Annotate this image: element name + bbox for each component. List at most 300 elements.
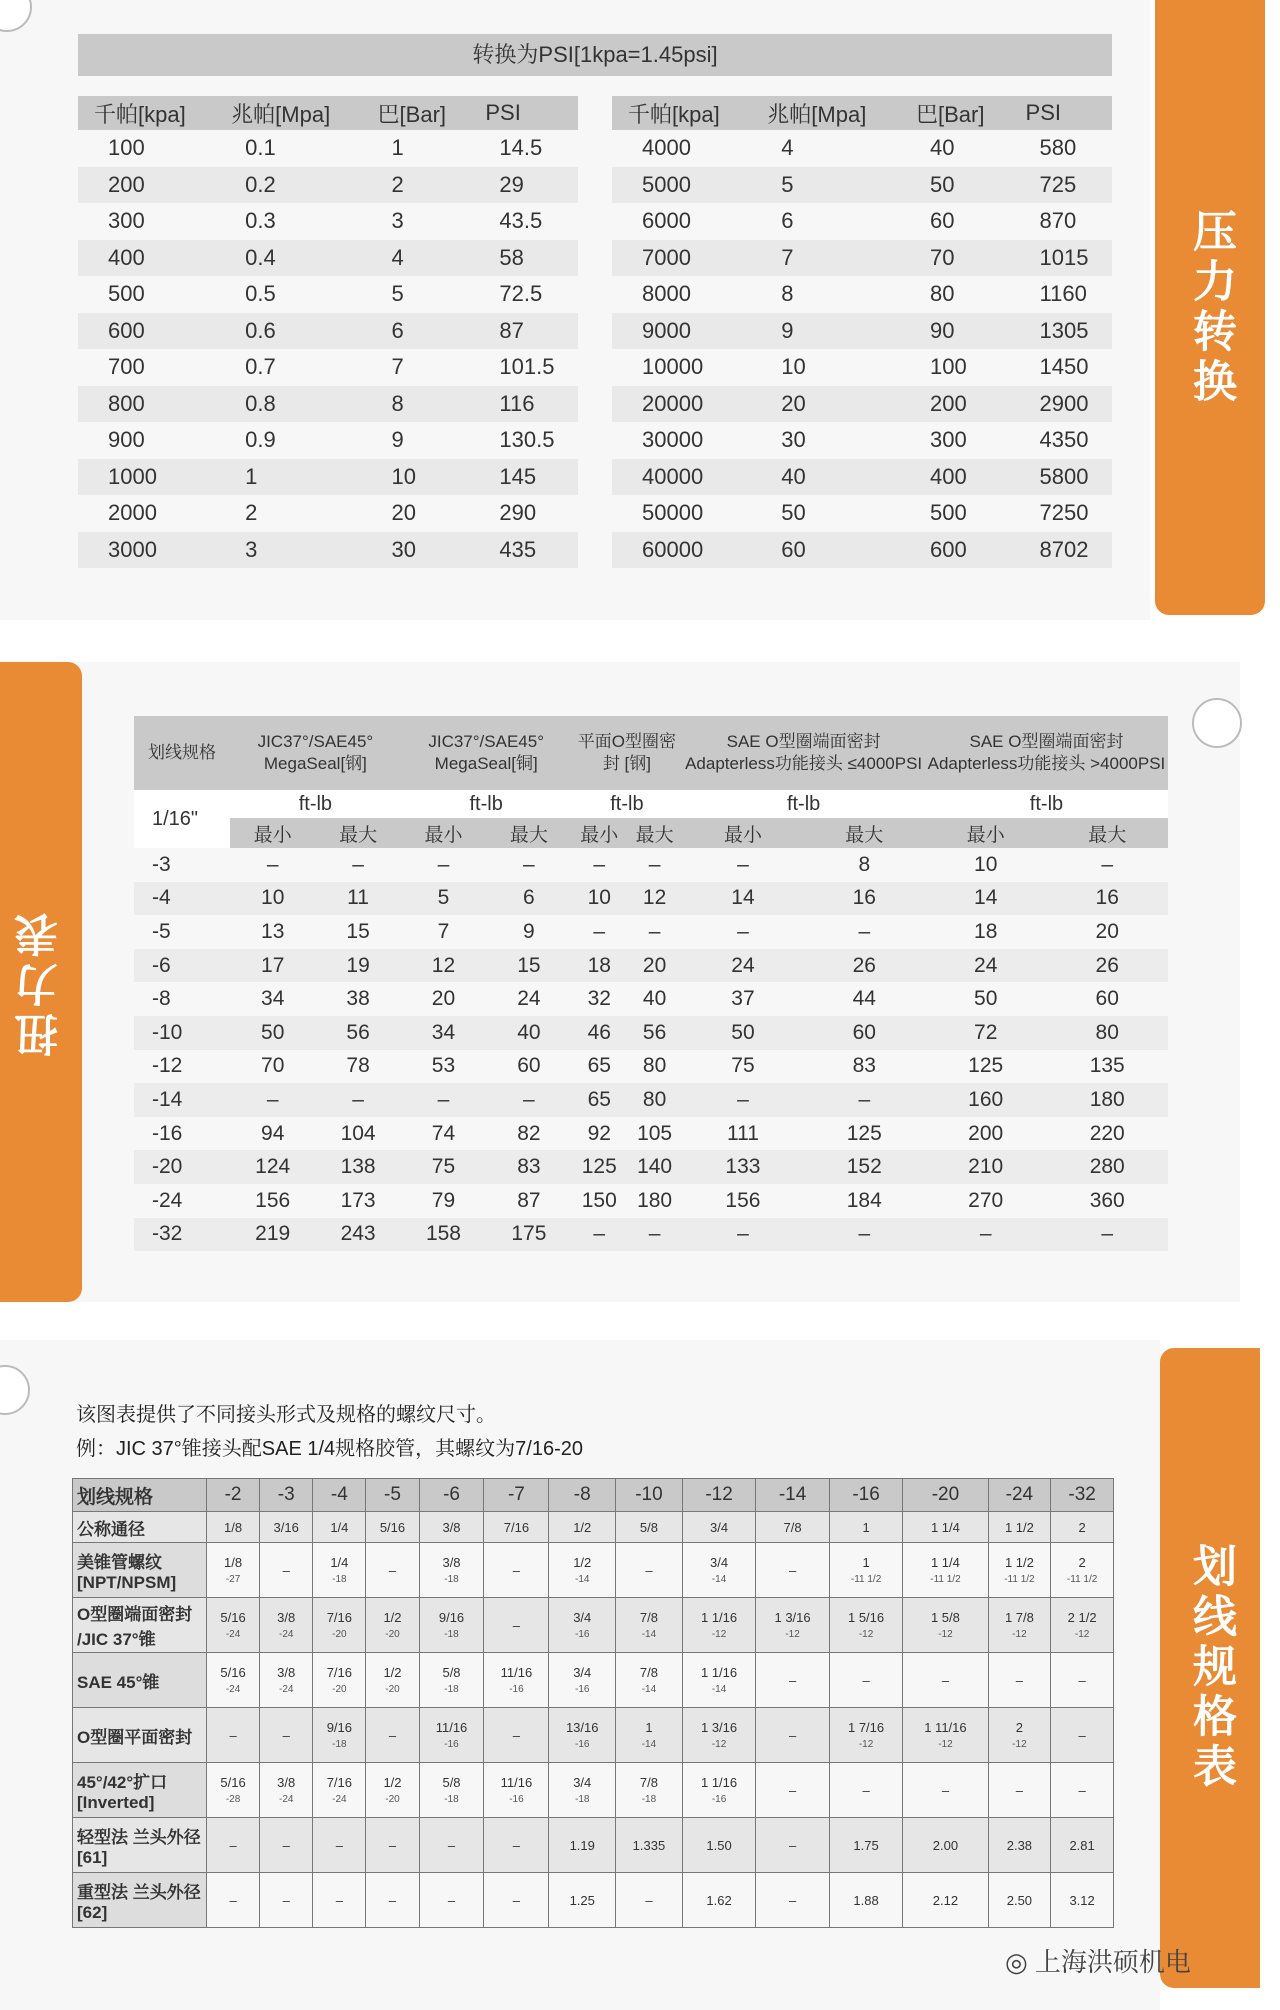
thread-cell	[207, 1512, 260, 1543]
torque-cell: 111	[726, 1121, 759, 1145]
torque-cell: 92	[587, 1121, 611, 1145]
thread-cell	[1051, 1818, 1114, 1873]
pressure-cell: 100	[108, 135, 145, 161]
torque-table	[134, 716, 1168, 1251]
thread-cell-pitch: -12	[1012, 1739, 1027, 1750]
thread-cell-pitch: -11 1/2	[1004, 1574, 1035, 1585]
pressure-cell: 9	[391, 427, 404, 453]
thread-cell-value: –	[229, 1837, 237, 1853]
pressure-row	[78, 167, 578, 204]
torque-cell: -5	[152, 919, 171, 943]
torque-cell: 80	[642, 1054, 667, 1078]
thread-cell	[207, 1873, 260, 1928]
thread-cell	[484, 1873, 549, 1928]
thread-cell	[313, 1873, 366, 1928]
thread-cell-pitch: -24	[332, 1794, 347, 1805]
thread-cell-value: 1 7/8	[1004, 1610, 1034, 1625]
thread-cell-value: 1/2	[573, 1519, 592, 1535]
pressure-row	[78, 203, 578, 240]
torque-unit-cell: ft-lb	[572, 790, 683, 818]
torque-cell: -10	[134, 1016, 230, 1050]
thread-cell-pitch: -20	[385, 1629, 400, 1640]
torque-cell: 83	[486, 1150, 571, 1184]
pressure-row	[612, 349, 1112, 386]
thread-cell	[313, 1543, 366, 1598]
thread-row	[73, 1543, 1114, 1598]
pressure-cell: 200	[900, 386, 1010, 423]
thread-row-label: 公称通径	[73, 1512, 207, 1543]
thread-cell-pitch: -20	[332, 1629, 347, 1640]
thread-cell-pitch: -11 1/2	[850, 1574, 882, 1585]
thread-row-label: 重型法 兰头外径[62]	[73, 1873, 207, 1928]
torque-cell: 8	[858, 852, 871, 876]
thread-cell-value: –	[388, 1837, 397, 1853]
thread-cell	[260, 1598, 313, 1653]
torque-cell: 20	[1095, 919, 1119, 943]
pressure-cell: 2900	[1010, 386, 1112, 423]
thread-cell	[903, 1818, 988, 1873]
torque-unit-cell: ft-lb	[925, 790, 1168, 818]
thread-cell-pitch: -27	[225, 1574, 241, 1585]
pressure-row	[612, 240, 1112, 277]
pressure-row	[78, 240, 578, 277]
pressure-header-row	[612, 96, 1112, 130]
pressure-header-cell: 兆帕[Mpa]	[751, 96, 900, 130]
thread-cell	[988, 1512, 1051, 1543]
pressure-cell: 14.5	[499, 135, 543, 161]
thread-cell-value: 2 1/2	[1067, 1610, 1097, 1625]
thread-cell-value: 1 1/4	[930, 1519, 960, 1535]
thread-cell	[260, 1512, 313, 1543]
thread-cell	[682, 1598, 756, 1653]
thread-row	[73, 1818, 1114, 1873]
pressure-cell: 580	[1039, 135, 1077, 161]
torque-cell: 180	[1046, 1083, 1168, 1117]
torque-cell: 87	[517, 1188, 541, 1212]
torque-cell: –	[1101, 852, 1114, 876]
pressure-cell: 290	[499, 500, 537, 526]
thread-cell-value: –	[788, 1727, 797, 1743]
thread-cell-value: 3/8	[442, 1555, 461, 1570]
thread-cell-value: 3/8	[442, 1519, 461, 1535]
thread-cell-pitch: -12	[938, 1739, 953, 1750]
torque-cell: –	[1046, 1218, 1168, 1252]
thread-cell	[484, 1763, 549, 1818]
thread-cell-pitch: -16	[509, 1794, 524, 1805]
thread-cell-pitch: -24	[225, 1684, 241, 1695]
thread-cell-value: 9/16	[326, 1720, 352, 1735]
thread-cell	[682, 1653, 756, 1708]
pressure-cell: 725	[1010, 167, 1112, 204]
pressure-cell: 0.3	[245, 208, 276, 234]
thread-cell-value: 9/16	[438, 1610, 465, 1625]
thread-cell-value: 5/16	[379, 1519, 406, 1535]
pressure-cell: 0.7	[245, 354, 276, 380]
torque-header-row	[134, 716, 1168, 790]
pressure-row	[612, 313, 1112, 350]
thread-cell-value: 1 11/16	[924, 1720, 967, 1735]
thread-tab	[1160, 1348, 1260, 1988]
thread-cell-value: 1 7/16	[847, 1720, 885, 1735]
thread-cell-value: 5/16	[220, 1775, 246, 1790]
pressure-table-right	[612, 96, 1112, 568]
torque-cell: 72	[925, 1016, 1046, 1050]
thread-cell-value: 1/8	[224, 1519, 243, 1535]
pressure-cell: 0.2	[215, 167, 361, 204]
thread-cell-value: 13/16	[565, 1720, 599, 1735]
thread-cell-value: 3/4	[573, 1775, 592, 1790]
thread-row-label: O型圈端面密封 /JIC 37°锥	[73, 1598, 207, 1653]
torque-cell: 32	[587, 987, 611, 1011]
thread-row-label: SAE 45°锥	[73, 1653, 207, 1708]
pressure-row	[612, 422, 1112, 459]
torque-header-group: 平面O型圈密封 [钢]	[572, 716, 683, 790]
torque-max-label: 最大	[1046, 818, 1168, 848]
thread-row	[73, 1598, 1114, 1653]
pressure-cell: 30000	[642, 427, 704, 453]
thread-cell-value: 7/16	[503, 1519, 530, 1535]
thread-cell	[616, 1763, 683, 1818]
torque-cell: –	[315, 1083, 400, 1117]
torque-cell: 26	[1046, 949, 1168, 983]
thread-cell-pitch: -12	[711, 1629, 727, 1640]
thread-row-label: 轻型法 兰头外径[61]	[73, 1818, 207, 1873]
pressure-row	[612, 203, 1112, 240]
torque-cell: 38	[346, 987, 370, 1011]
pressure-cell: 58	[469, 240, 578, 277]
thread-cell-pitch: -14	[711, 1684, 727, 1695]
pressure-cell: 43.5	[499, 208, 543, 234]
thread-cell-pitch: -14	[575, 1574, 590, 1585]
pressure-cell: 0.8	[215, 386, 361, 423]
pressure-cell: 6000	[642, 208, 691, 234]
torque-cell: 15	[346, 919, 370, 943]
thread-cell-value: –	[645, 1562, 653, 1578]
torque-max-label: 最大	[315, 818, 400, 848]
pressure-cell: 4000	[642, 135, 691, 161]
thread-cell-pitch: -16	[444, 1739, 459, 1750]
thread-cell-value: 7/8	[783, 1519, 802, 1535]
pressure-cell: 7000	[612, 240, 751, 277]
thread-cell	[829, 1653, 903, 1708]
thread-cell	[419, 1763, 484, 1818]
thread-cell-value: 2.00	[932, 1837, 959, 1853]
torque-cell: 80	[627, 1083, 682, 1117]
torque-unit-spec: 1/16"	[134, 790, 230, 848]
torque-cell: 243	[315, 1218, 400, 1252]
pressure-cell: 29	[469, 167, 578, 204]
torque-cell: 150	[581, 1188, 617, 1212]
thread-row	[73, 1653, 1114, 1708]
thread-cell-value: 3.12	[1069, 1892, 1095, 1908]
thread-cell	[366, 1818, 419, 1873]
thread-cell-value: 1/2	[383, 1665, 402, 1680]
thread-cell	[756, 1653, 830, 1708]
torque-cell: –	[804, 1083, 925, 1117]
torque-cell: –	[572, 1218, 627, 1252]
pressure-cell: 435	[469, 532, 578, 569]
torque-cell: -8	[152, 987, 171, 1011]
thread-cell	[549, 1873, 616, 1928]
torque-cell: 156	[725, 1188, 761, 1212]
thread-cell	[1051, 1708, 1114, 1763]
torque-cell: 105	[637, 1121, 673, 1145]
pressure-row	[78, 422, 578, 459]
torque-cell: 12	[627, 882, 682, 916]
thread-cell	[484, 1653, 549, 1708]
pressure-header-cell: 兆帕[Mpa]	[215, 96, 361, 130]
pressure-cell: 5800	[1010, 459, 1112, 496]
torque-cell: 24	[682, 949, 803, 983]
torque-cell: 37	[731, 987, 755, 1011]
pressure-header-cell: 千帕[kpa]	[612, 96, 751, 130]
pressure-cell: 4350	[1039, 427, 1089, 453]
pressure-cell: 60	[929, 208, 955, 234]
torque-cell: –	[352, 852, 364, 876]
pressure-cell: 70	[900, 240, 1010, 277]
thread-cell-value: 11/16	[500, 1665, 533, 1680]
torque-cell: 18	[974, 919, 998, 943]
thread-cell	[260, 1763, 313, 1818]
pressure-cell: 80	[929, 281, 955, 307]
thread-cell-value: –	[788, 1562, 797, 1578]
thread-row	[73, 1708, 1114, 1763]
thread-cell-value: 1.25	[569, 1892, 595, 1908]
thread-cell-pitch: -24	[278, 1794, 294, 1805]
thread-cell	[756, 1763, 830, 1818]
thread-cell	[988, 1708, 1051, 1763]
thread-cell-value: 1/2	[383, 1775, 402, 1790]
thread-cell	[484, 1818, 549, 1873]
torque-cell: 104	[340, 1121, 376, 1145]
thread-cell-value: 1/2	[383, 1610, 402, 1625]
thread-cell-value: 1 3/16	[700, 1720, 738, 1735]
torque-cell: 180	[637, 1188, 673, 1212]
thread-cell-value: –	[229, 1892, 237, 1908]
pressure-cell: 40	[751, 459, 900, 496]
torque-cell: 46	[572, 1016, 627, 1050]
pressure-row	[78, 495, 578, 532]
thread-cell	[988, 1598, 1051, 1653]
thread-cell-value: –	[282, 1892, 290, 1908]
torque-cell: 74	[431, 1121, 456, 1145]
thread-cell-value: 3/4	[710, 1519, 729, 1535]
thread-cell-value: 1 1/16	[700, 1610, 738, 1625]
torque-cell: –	[266, 852, 279, 876]
thread-cell-value: –	[335, 1892, 343, 1908]
pressure-cell: 60	[751, 532, 900, 569]
pressure-table-left	[78, 96, 578, 568]
pressure-cell: 1	[391, 135, 404, 161]
torque-cell: 83	[852, 1054, 876, 1078]
pressure-cell: 1015	[1010, 240, 1112, 277]
watermark-text: 上海洪硕机电	[1034, 1947, 1191, 1977]
thread-size-cell: -2	[207, 1479, 260, 1512]
torque-cell: 125	[572, 1150, 627, 1184]
thread-cell-pitch: -12	[785, 1629, 800, 1640]
thread-cell	[484, 1598, 549, 1653]
pressure-cell: 7	[391, 354, 404, 380]
thread-cell	[484, 1708, 549, 1763]
pressure-cell: 400	[78, 240, 215, 277]
torque-cell: –	[593, 919, 606, 943]
torque-unit-cell: ft-lb	[230, 790, 401, 818]
thread-cell-value: 7/16	[326, 1610, 352, 1625]
thread-cell	[988, 1543, 1051, 1598]
torque-cell: 219	[230, 1218, 315, 1252]
thread-cell	[207, 1598, 260, 1653]
thread-cell-value: –	[335, 1837, 343, 1853]
pressure-cell: 6	[781, 208, 794, 234]
pressure-cell: 30	[362, 532, 470, 569]
torque-unit-cell: ft-lb	[682, 790, 925, 818]
thread-cell-pitch: -18	[575, 1794, 590, 1805]
thread-cell-value: 2	[1078, 1555, 1086, 1570]
torque-cell: 15	[486, 949, 571, 983]
torque-cell: -4	[134, 882, 230, 916]
thread-cell	[829, 1763, 903, 1818]
pressure-cell: 8	[781, 281, 794, 307]
torque-cell: 44	[852, 987, 876, 1011]
torque-cell: –	[925, 1218, 1046, 1252]
thread-cell	[1051, 1512, 1114, 1543]
thread-cell-value: 3/16	[273, 1519, 299, 1535]
thread-cell-value: –	[1078, 1782, 1086, 1798]
thread-cell	[313, 1512, 366, 1543]
thread-table	[72, 1478, 1114, 1928]
thread-cell-value: 1/8	[224, 1555, 243, 1570]
pressure-header-cell: 巴[Bar]	[362, 96, 470, 130]
torque-cell: 135	[1089, 1054, 1125, 1078]
torque-cell: 200	[968, 1121, 1004, 1145]
pressure-cell: 10000	[642, 354, 704, 380]
thread-header-row	[73, 1479, 1114, 1512]
pressure-tab-label: 压力转换	[1185, 207, 1236, 408]
thread-cell	[549, 1598, 616, 1653]
thread-cell-pitch: -11 1/2	[930, 1574, 961, 1585]
torque-cell: -12	[152, 1054, 183, 1078]
thread-cell	[366, 1598, 419, 1653]
thread-cell	[549, 1543, 616, 1598]
pressure-cell: 1450	[1039, 354, 1089, 380]
thread-cell-pitch: -14	[711, 1574, 727, 1585]
thread-cell-value: –	[447, 1892, 456, 1908]
thread-cell	[313, 1598, 366, 1653]
pressure-cell: 40000	[612, 459, 751, 496]
pressure-cell: 1000	[78, 459, 215, 496]
pressure-cell: 8000	[642, 281, 691, 307]
torque-cell: –	[737, 852, 749, 876]
thread-cell	[682, 1512, 756, 1543]
torque-cell: 56	[627, 1016, 682, 1050]
pressure-cell: 4	[781, 135, 794, 161]
thread-cell-value: –	[862, 1672, 870, 1688]
pressure-cell: 2	[362, 167, 470, 204]
torque-row	[134, 949, 1168, 983]
thread-cell-pitch: -18	[641, 1794, 657, 1805]
torque-cell: 270	[968, 1188, 1004, 1212]
torque-cell: 65	[587, 1054, 611, 1078]
pressure-tab	[1155, 0, 1265, 615]
torque-max-label: 最大	[486, 818, 571, 848]
torque-cell: 70	[261, 1054, 285, 1078]
thread-cell-pitch: -12	[1074, 1629, 1090, 1640]
torque-cell: 50	[974, 987, 998, 1011]
pressure-cell: 101.5	[499, 354, 555, 380]
thread-cell-value: 3/4	[573, 1665, 592, 1680]
thread-cell	[756, 1818, 830, 1873]
thread-cell-value: 1 3/16	[774, 1610, 811, 1625]
pressure-header-cell: 巴[Bar]	[900, 96, 1010, 130]
thread-size-cell: -3	[260, 1479, 313, 1512]
thread-cell-pitch: -12	[711, 1739, 727, 1750]
torque-cell: 10	[572, 882, 627, 916]
torque-cell: 34	[261, 987, 285, 1011]
torque-cell: 16	[1046, 882, 1168, 916]
torque-header-group: SAE O型圈端面密封 Adapterless功能接头 >4000PSI	[925, 716, 1168, 790]
pressure-row	[612, 130, 1112, 167]
pressure-cell: 300	[108, 208, 145, 234]
thread-cell	[682, 1763, 756, 1818]
torque-cell: 75	[401, 1150, 486, 1184]
torque-cell: 20	[431, 987, 456, 1011]
torque-min-label: 最小	[682, 818, 803, 848]
thread-cell-value: 1/4	[330, 1555, 349, 1570]
thread-cell	[260, 1653, 313, 1708]
torque-row	[134, 1016, 1168, 1050]
thread-cell-pitch: -18	[444, 1629, 459, 1640]
pressure-row	[78, 459, 578, 496]
pressure-cell: 1	[215, 459, 361, 496]
thread-cell-value: 5/8	[442, 1775, 461, 1790]
torque-cell: 10	[974, 852, 998, 876]
thread-cell-value: 2	[1078, 1519, 1086, 1535]
thread-cell	[419, 1653, 484, 1708]
pressure-row	[78, 532, 578, 569]
pressure-cell: 6	[362, 313, 470, 350]
pressure-cell: 1160	[1039, 281, 1087, 307]
thread-cell	[1051, 1543, 1114, 1598]
torque-cell: -32	[134, 1218, 230, 1252]
pressure-cell: 5	[391, 281, 404, 307]
thread-cell-pitch: -20	[332, 1684, 347, 1695]
thread-cell	[988, 1763, 1051, 1818]
torque-cell: –	[486, 1083, 571, 1117]
thread-cell-pitch: -16	[575, 1629, 590, 1640]
thread-cell-value: 3/8	[277, 1665, 296, 1680]
thread-cell	[419, 1818, 484, 1873]
torque-header-group: JIC37°/SAE45° MegaSeal[钢]	[230, 716, 401, 790]
thread-cell	[1051, 1653, 1114, 1708]
thread-cell-value: –	[388, 1562, 397, 1578]
pressure-row	[78, 276, 578, 313]
torque-cell: 80	[1046, 1016, 1168, 1050]
torque-cell: 24	[517, 987, 541, 1011]
torque-cell: 10	[230, 882, 315, 916]
thread-cell-value: –	[512, 1727, 521, 1743]
thread-cell	[616, 1708, 683, 1763]
thread-cell	[903, 1708, 988, 1763]
torque-tab	[0, 662, 82, 1302]
torque-cell: 14	[925, 882, 1046, 916]
torque-cell: 40	[642, 987, 667, 1011]
thread-cell-value: –	[941, 1672, 950, 1688]
torque-cell: 60	[517, 1054, 541, 1078]
torque-cell: -20	[134, 1150, 230, 1184]
pressure-cell: 5	[751, 167, 900, 204]
pressure-cell: 0.5	[245, 281, 276, 307]
thread-cell	[829, 1543, 903, 1598]
